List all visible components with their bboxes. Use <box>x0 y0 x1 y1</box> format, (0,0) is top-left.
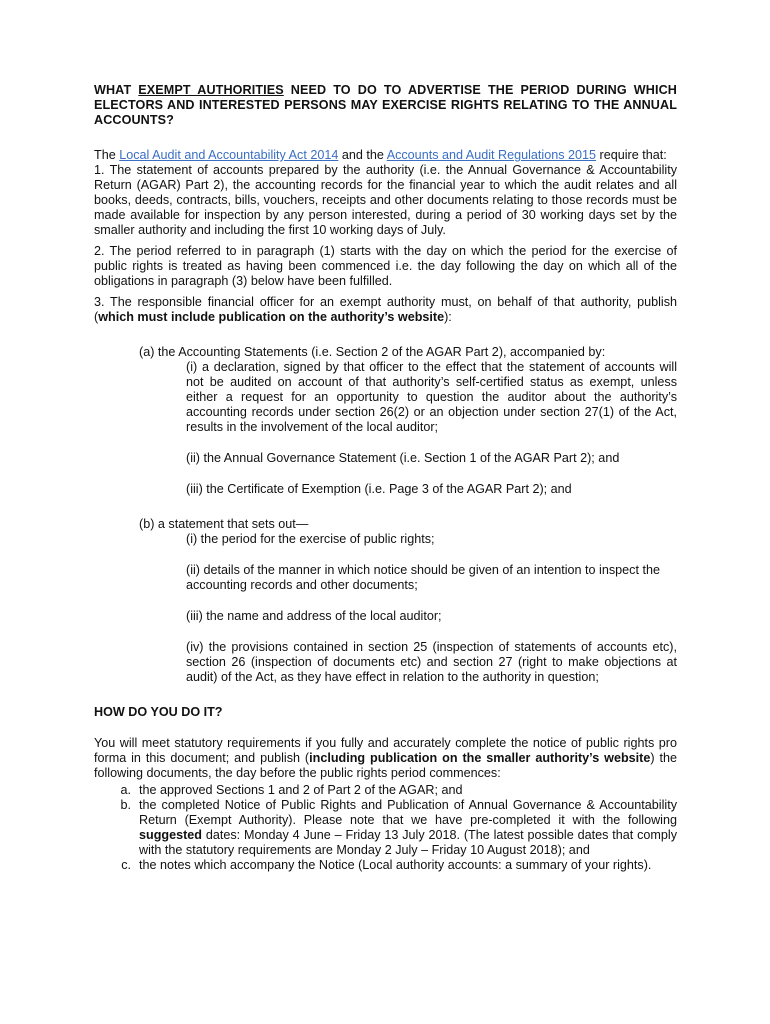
list-item <box>94 858 677 873</box>
paragraph-2: 2. The period referred to in paragraph (1) starts with the day on which the period for the exercise of public rights is treated as having been commenced i.e. the day following the day on which all of the obligations in paragraph (3) below have been fulfilled. <box>94 244 677 288</box>
intro-paragraph <box>94 148 677 163</box>
list-item-bold: suggested <box>139 828 202 842</box>
list-item-text-pre: the completed Notice of Public Rights and Publication of Annual Governance & Accountability Return (Exempt Authority). Please note that we have pre-completed it with the following <box>139 798 677 827</box>
how-list <box>94 783 677 873</box>
list-marker: c. <box>121 858 131 872</box>
item-a-sub-1: (i) a declaration, signed by that officer to the effect that the statement of accounts will not be audited on account of that authority’s self-certified status as exempt, unless either a request for an opportunity to question the auditor about the authority’s accounting records under section 26(2) or an objection under section 27(1) of the Act, results in the involvement of the local auditor; <box>186 360 677 434</box>
how-paragraph <box>94 736 677 781</box>
list-item-text: the notes which accompany the Notice (Local authority accounts: a summary of your rights). <box>139 858 652 872</box>
page-heading <box>94 83 677 128</box>
item-a-sub-2: (ii) the Annual Governance Statement (i.e. Section 1 of the AGAR Part 2); and <box>186 451 620 465</box>
intro-suffix: require that: <box>596 148 667 162</box>
heading-text-continued: NEED TO DO TO ADVERTISE THE PERIOD DURING WHICH ELECTORS AND INTERESTED PERSONS MAY EXERCISE RIGHTS RELATING TO THE ANNUAL ACCOUNTS? <box>94 83 677 127</box>
how-paragraph-text: You will meet statutory requirements if you fully and accurately complete the notice of public rights pro forma in this document; and publish ( <box>94 736 677 765</box>
list-marker: a. <box>120 783 131 797</box>
list-item-text-post: dates: Monday 4 June – Friday 13 July 2018. (The latest possible dates that comply with the statutory requirements are Monday 2 July – Friday 10 August 2018); and <box>139 828 677 857</box>
how-paragraph-end: ) the following documents, the day before the public rights period commences: <box>94 751 677 780</box>
item-b-label: (b) a statement that sets out— <box>139 517 309 531</box>
list-item <box>94 783 677 798</box>
how-paragraph-bold: including publication on the smaller authority’s website <box>309 751 651 765</box>
how-heading: HOW DO YOU DO IT? <box>94 705 223 719</box>
item-a-label: (a) the Accounting Statements (i.e. Section 2 of the AGAR Part 2), accompanied by: <box>139 345 606 359</box>
local-audit-act-link[interactable]: Local Audit and Accountability Act 2014 <box>119 148 339 162</box>
list-marker: b. <box>120 798 131 812</box>
list-item-text: the approved Sections 1 and 2 of Part 2 of the AGAR; and <box>139 783 463 797</box>
heading-underlined: EXEMPT AUTHORITIES <box>138 83 284 97</box>
heading-text: WHAT <box>94 83 139 97</box>
paragraph-1: 1. The statement of accounts prepared by the authority (i.e. the Annual Governance & Accountability Return (AGAR) Part 2), the accounting records for the financial year to which the audit relates and all books, deeds, contracts, bills, vouchers, receipts and other documents relating to those records must be made available for inspection by any person interested, during a period of 30 working days set by the smaller authority and including the first 10 working days of July. <box>94 163 677 237</box>
paragraph-3 <box>94 295 677 325</box>
item-b-sub-2: (ii) details of the manner in which notice should be given of an intention to inspect the accounting records and other documents; <box>186 563 660 592</box>
accounts-audit-regulations-link[interactable]: Accounts and Audit Regulations 2015 <box>386 148 597 162</box>
intro-middle: and the <box>338 148 387 162</box>
item-a-sub-3: (iii) the Certificate of Exemption (i.e. Page 3 of the AGAR Part 2); and <box>186 482 572 496</box>
document-body <box>94 83 677 873</box>
item-b-sub-4: (iv) the provisions contained in section 25 (inspection of statements of accounts etc), section 26 (inspection of documents etc) and section 27 (right to make objections at audit) of the Act, as they have effect in relation to the authority in question; <box>186 640 677 684</box>
list-item-text <box>139 798 677 858</box>
paragraph-3-bold: which must include publication on the authority’s website <box>98 310 445 324</box>
paragraph-3-text: 3. The responsible financial officer for an exempt authority must, on behalf of that authority, publish ( <box>94 295 677 324</box>
item-b-sub-3: (iii) the name and address of the local auditor; <box>186 609 442 623</box>
paragraph-3-end: ): <box>444 310 452 324</box>
intro-prefix: The <box>94 148 120 162</box>
item-b-sub-1: (i) the period for the exercise of public rights; <box>186 532 435 546</box>
list-item <box>94 798 677 858</box>
